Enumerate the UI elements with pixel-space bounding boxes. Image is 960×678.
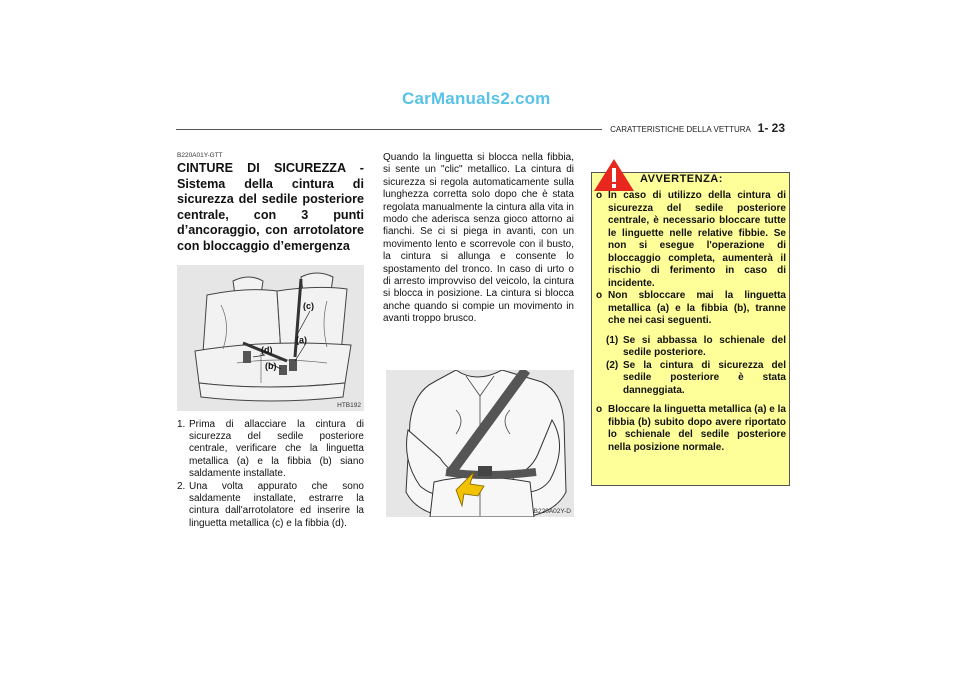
page-header [610,121,785,135]
section-title: CINTURE DI SICUREZZA - Sistema della cintura di sicurezza del sedile posteriore centrale, con 3 punti d’ancoraggio, con arrotolatore con bloccaggio d’emergenza [177,161,364,253]
step-number: 2. [177,480,186,492]
page-number: 1- 23 [757,121,785,135]
step-item [177,419,364,481]
warning-list [596,190,786,454]
rear-seat-figure [177,265,364,411]
warning-sub-item [596,360,786,398]
sub-item-number: (2) [606,359,619,371]
step-item [177,481,364,531]
callout-a: (a) [296,334,307,345]
figure-code: HTB192 [337,401,361,409]
step-text: Una volta appurato che sono saldamente installate, estrarre la cintura dall'arrotolatore ed inserire la linguetta metallica (c) e la fibbia (d). [189,480,364,529]
bullet: o [596,190,603,201]
buckling-figure [386,370,574,517]
site-logo[interactable]: CarManuals2.com [402,89,551,108]
warning-sub-item [596,335,786,360]
warning-item [596,404,786,454]
warning-item-text: In caso di utilizzo della cintura di sicurezza del sedile posteriore centrale, è necessario bloccare tutte le linguette nelle relative fibbie. Se non si esegue l'operazione di bloccaggio completa, aumenterà il rischio di ferimento in caso di incidente. [608,190,786,289]
warning-item [596,190,786,290]
bullet: o [596,404,603,415]
sub-item-number: (1) [606,334,619,346]
warning-title: AVVERTENZA: [640,173,723,185]
callout-b: (b) [265,360,277,371]
sub-item-text: Se si abbassa lo schienale del sedile posteriore. [623,334,786,358]
warning-item [596,290,786,328]
step-text: Prima di allacciare la cintura di sicurezza del sedile posteriore centrale, verificare che la linguetta metallica (a) e la fibbia (b) siano saldamente installate. [189,418,364,480]
figure-code: B220A02Y-D [533,508,571,515]
section-code: B220A01Y-GTT [177,152,223,159]
body-paragraph: Quando la linguetta si blocca nella fibbia, si sente un "clic" metallico. La cintura di sicurezza si regola automaticamente sulla lunghezza corretta solo dopo che è stata regolata manualmente la cintura alla vita in modo che aderisca senza gioco attorno ai fianchi. Se ci si piega in avanti, con un movimento lento e scorrevole con il busto, la cintura si allunga e consente lo spostamento del tronco. In caso di urto o di arresto improvviso del veicolo, la cintura si blocca in posizione. La cintura si blocca anche quando si compie un movimento in avanti troppo brusco. [383,152,574,325]
warning-item-text: Bloccare la linguetta metallica (a) e la fibbia (b) subito dopo avere riportato lo schienale del sedile posteriore nella posizione normale. [608,404,786,453]
sub-item-text: Se la cintura di sicurezza del sedile posteriore è stata danneggiata. [623,359,786,396]
callout-d: (d) [261,344,273,355]
column-left [177,152,364,530]
rear-seat-illustration [177,265,364,411]
header-rule [176,129,602,130]
callout-c: (c) [303,300,314,311]
column-middle [383,152,574,326]
step-number: 1. [177,418,186,430]
header-section-title: CARATTERISTICHE DELLA VETTURA [610,125,751,134]
warning-triangle-icon [593,158,635,192]
person-buckling-illustration [386,370,574,517]
bullet: o [596,290,603,301]
warning-item-text: Non sbloccare mai la linguetta metallica (a) e la fibbia (b), tranne che nei casi seguenti. [608,290,786,326]
steps-list [177,419,364,531]
